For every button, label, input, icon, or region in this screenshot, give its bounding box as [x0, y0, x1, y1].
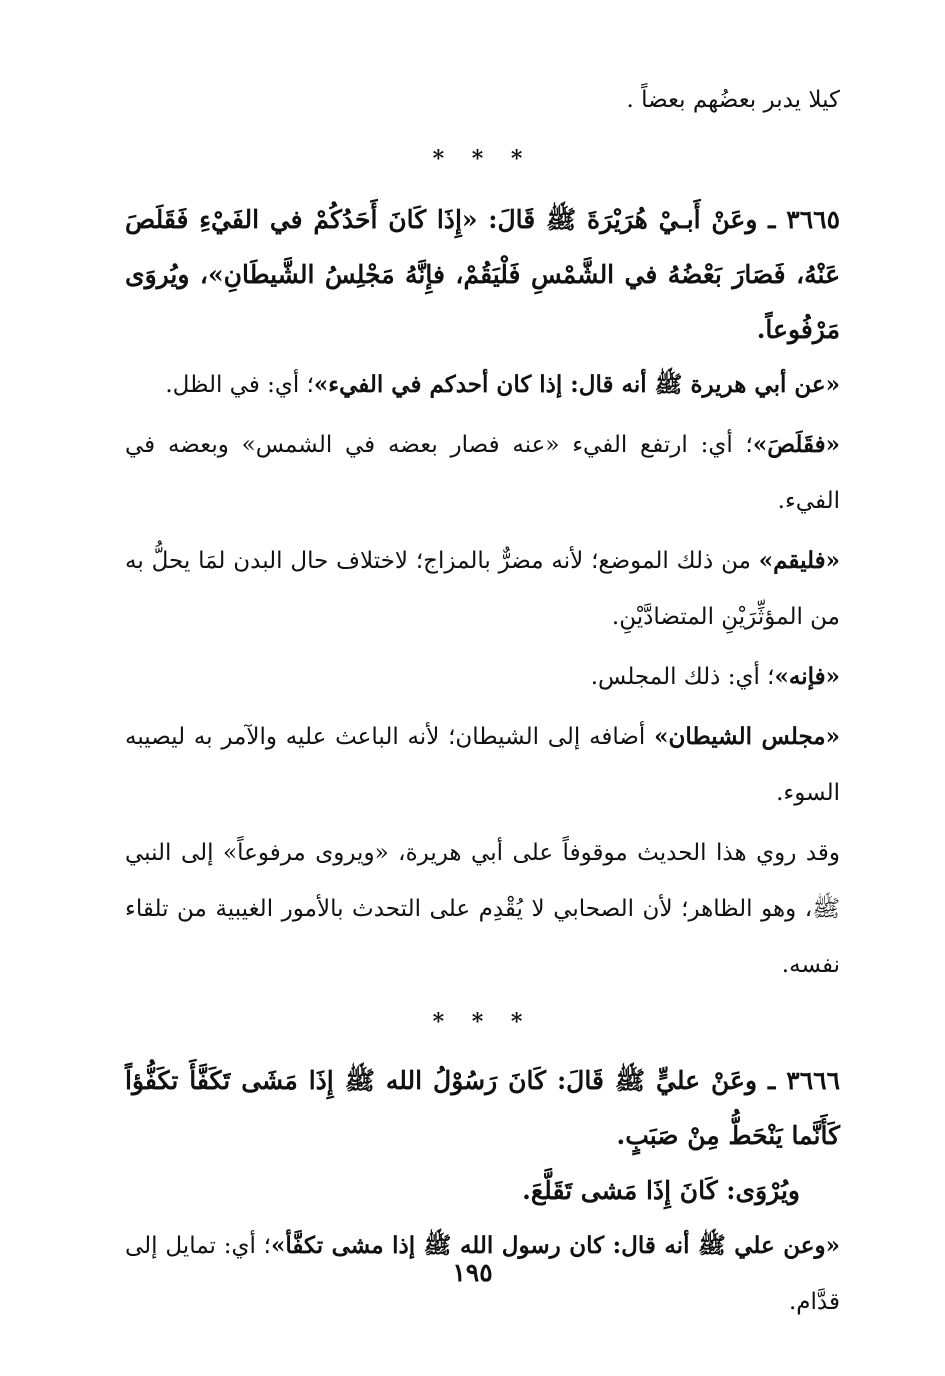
- separator-top: * * *: [432, 146, 533, 172]
- final-explanation-text: ؛ أي: تمايل إلى قدَّام.: [125, 1233, 840, 1315]
- hadith-3665: ٣٦٦٥ ـ وعَنْ أَبـيْ هُرَيْرَةَ ﷺ قَالَ: «إِذَا كَانَ أَحَدُكُمْ في الفَيْءِ فَقَلَصَ عَنْهُ، فَصَارَ بَعْضُهُ في الشَّمْسِ فَلْيَقُمْ، فإِنَّهُ مَجْلِسُ الشَّيطَانِ»، ويُروَى مَرْفُوعاً.: [125, 205, 840, 344]
- explanation-2-text: ؛ أي: ارتفع الفيء «عنه فصار بعضه في الشمس» وبعضه في الفيء.: [125, 432, 840, 514]
- explanation-1: [125, 357, 840, 413]
- explanation-4-bold: «فإنه»: [774, 663, 840, 690]
- explanation-2-bold: «فقَلَصَ»: [752, 431, 840, 458]
- explanation-2: [125, 417, 840, 529]
- separator-middle: * * *: [432, 1009, 533, 1035]
- final-explanation-bold: «وعن علي ﷺ أنه قال: كان رسول الله ﷺ إذا مشى تكفَّأ»: [270, 1232, 840, 1259]
- explanation-5-bold: «مجلس الشيطان»: [654, 723, 840, 750]
- hadith-3666-variant: ويُرْوَى: كَانَ إِذَا مَشى تَقَلَّعَ.: [522, 1176, 800, 1205]
- explanation-3: [125, 533, 840, 645]
- explanation-1-text: ؛ أي: في الظل.: [165, 372, 314, 398]
- page-number: ١٩٥: [452, 1258, 493, 1287]
- hadith-3666: ٣٦٦٦ ـ وعَنْ عليٍّ ﷺ قَالَ: كَانَ رَسُوْلُ الله ﷺ إِذَا مَشَى تَكَفَّأَ تكَفُّؤاً كَأَنَّما يَنْحَطُّ مِنْ صَبَبٍ.: [125, 1066, 840, 1150]
- explanation-3-text: من ذلك الموضع؛ لأنه مضرٌّ بالمزاج؛ لاختلاف حال البدن لمَا يحلُّ به من المؤثِّرَيْنِ المتضادَّيْنِ.: [125, 548, 840, 630]
- explanation-4: [125, 649, 840, 705]
- book-page: [125, 78, 840, 1334]
- explanation-3-bold: «فليقم»: [758, 547, 840, 574]
- explanation-5-text: أضافه إلى الشيطان؛ لأنه الباعث عليه والآمر به ليصيبه السوء.: [125, 724, 840, 806]
- explanation-1-bold: «عن أبي هريرة ﷺ أنه قال: إذا كان أحدكم في الفيء»: [313, 371, 840, 398]
- opening-line: كيلا يدبر بعضُهم بعضاً .: [626, 87, 840, 113]
- explanation-4-text: ؛ أي: ذلك المجلس.: [590, 664, 775, 690]
- note-paragraph: وقد روي هذا الحديث موقوفاً على أبي هريرة، «ويروى مرفوعاً» إلى النبي ﷺ، وهو الظاهر؛ لأن الصحابي لا يُقْدِم على التحدث بالأمور الغيبية من تلقاء نفسه.: [125, 840, 840, 978]
- explanation-5: [125, 709, 840, 821]
